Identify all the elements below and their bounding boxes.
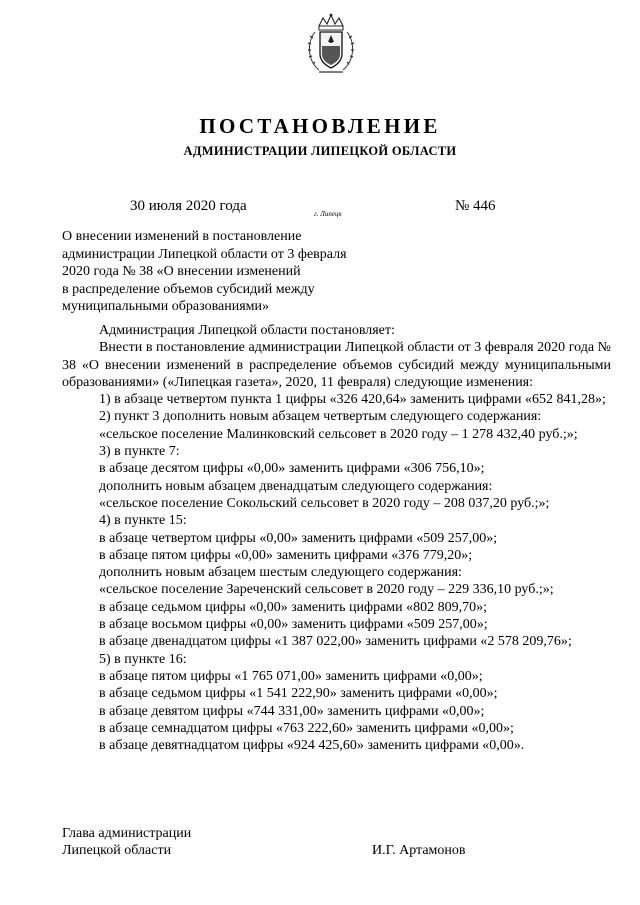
body-line: в абзаце пятом цифры «0,00» заменить цифрами «376 779,20»; xyxy=(99,547,473,563)
document-date: 30 июля 2020 года xyxy=(130,198,247,214)
body-line: в абзаце седьмом цифры «0,00» заменить цифрами «802 809,70»; xyxy=(99,599,488,615)
body-intro: Внести в постановление администрации Липецкой области от 3 февраля 2020 года № 38 «О внесении изменений в распределение объемов субсидий между муниципальными образованиями» («Липецкая газета», 2020, 11 февраля) следующие изменения: xyxy=(62,340,611,390)
subject-line: в распределение объемов субсидий между xyxy=(62,281,315,297)
subject-line: муниципальными образованиями» xyxy=(62,299,269,315)
body-preamble: Администрация Липецкой области постановляет: xyxy=(99,323,395,338)
body-line: 5) в пункте 16: xyxy=(99,651,187,667)
document-title: ПОСТАНОВЛЕНИЕ xyxy=(199,114,441,138)
body-line: «сельское поселение Зареченский сельсовет в 2020 году – 229 336,10 руб.;»; xyxy=(99,582,554,598)
document-number: № 446 xyxy=(455,198,496,214)
body-line: в абзаце седьмом цифры «1 541 222,90» заменить цифрами «0,00»; xyxy=(99,686,498,702)
signatory-name: И.Г. Артамонов xyxy=(372,843,466,858)
signatory-region: Липецкой области xyxy=(62,843,172,858)
subject-line: администрации Липецкой области от 3 февраля xyxy=(62,246,347,262)
document-subtitle: АДМИНИСТРАЦИИ ЛИПЕЦКОЙ ОБЛАСТИ xyxy=(183,144,457,158)
body-line: в абзаце пятом цифры «1 765 071,00» заменить цифрами «0,00»; xyxy=(99,668,483,684)
body-line: 3) в пункте 7: xyxy=(99,444,180,460)
signatory-position: Глава администрации xyxy=(62,826,192,841)
body-line: «сельское поселение Сокольский сельсовет в 2020 году – 208 037,20 руб.;»; xyxy=(99,495,550,511)
subject-line: 2020 года № 38 «О внесении изменений xyxy=(62,264,301,280)
body-item-2-text: «сельское поселение Малинковский сельсовет в 2020 году – 1 278 432,40 руб.;»; xyxy=(99,426,578,442)
body-line: в абзаце девятнадцатом цифры «924 425,60» заменить цифрами «0,00». xyxy=(99,738,525,754)
body-line: в абзаце семнадцатом цифры «763 222,60» заменить цифрами «0,00»; xyxy=(99,720,514,736)
body-line: в абзаце двенадцатом цифры «1 387 022,00» заменить цифрами «2 578 209,76»; xyxy=(99,634,572,650)
body-line: дополнить новым абзацем шестым следующего содержания: xyxy=(99,565,462,581)
document-body xyxy=(62,322,611,754)
body-item-2: 2) пункт 3 дополнить новым абзацем четвертым следующего содержания: xyxy=(99,409,542,425)
body-line: в абзаце восьмом цифры «0,00» заменить цифрами «509 257,00»; xyxy=(99,617,488,633)
document-subject xyxy=(62,228,347,316)
body-line: в абзаце десятом цифры «0,00» заменить цифрами «306 756,10»; xyxy=(99,461,485,477)
document-city: г. Липецк xyxy=(314,210,342,218)
body-line: в абзаце четвертом цифры «0,00» заменить цифрами «509 257,00»; xyxy=(99,530,498,546)
body-line: 4) в пункте 15: xyxy=(99,513,187,529)
body-item-1: 1) в абзаце четвертом пункта 1 цифры «326 420,64» заменить цифрами «652 841,28»; xyxy=(99,392,606,408)
lipetsk-coat-of-arms-icon xyxy=(305,12,357,76)
body-line: в абзаце девятом цифры «744 331,00» заменить цифрами «0,00»; xyxy=(99,703,485,719)
subject-line: О внесении изменений в постановление xyxy=(62,229,302,244)
body-line: дополнить новым абзацем двенадцатым следующего содержания: xyxy=(99,478,493,494)
